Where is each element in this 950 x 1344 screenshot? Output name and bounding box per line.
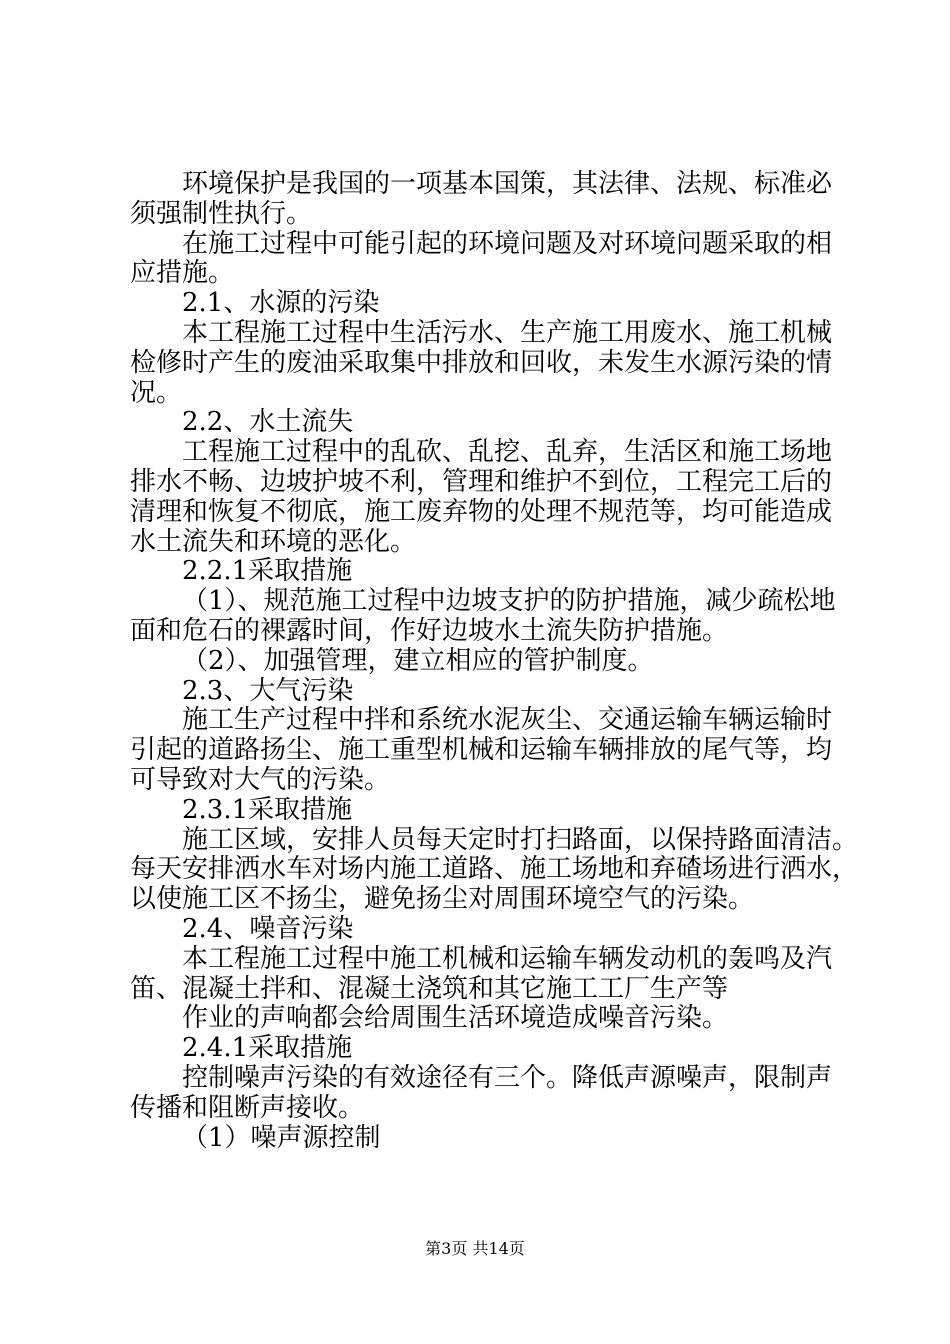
paragraph-line: 环境保护是我国的一项基本国策，其法律、法规、标准必 [182,169,833,199]
paragraph-line: 控制噪声污染的有效途径有三个。降低声源噪声，限制声 [182,1062,833,1093]
section-heading: 2.2、水土流失 [182,407,354,438]
paragraph-line: 面和危石的裸露时间，作好边坡水土流失防护措施。 [130,615,729,646]
paragraph-line: （1）、规范施工过程中边坡支护的防护措施，减少疏松地 [182,586,836,617]
paragraph-line: 排水不畅、边坡护坡不利，管理和维护不到位，工程完工后的 [130,466,833,497]
paragraph-line: 施工生产过程中拌和系统水泥灰尘、交通运输车辆运输时 [182,705,833,736]
paragraph-line: 水土流失和环境的恶化。 [130,526,417,557]
section-heading: 2.3.1采取措施 [182,794,353,825]
paragraph-line: 况。 [130,377,183,408]
paragraph-line: 工程施工过程中的乱砍、乱挖、乱弃，生活区和施工场地 [182,437,833,468]
document-body [130,169,859,1153]
section-heading: 2.1、水源的污染 [182,288,380,319]
paragraph-line: （1）噪声源控制 [182,1122,381,1153]
paragraph-line: 可导致对大气的污染。 [130,764,391,795]
paragraph-line: 检修时产生的废油采取集中排放和回收，未发生水源污染的情 [130,347,833,378]
paragraph-line: 引起的道路扬尘、施工重型机械和运输车辆排放的尾气等，均 [130,735,833,766]
section-heading: 2.4.1采取措施 [182,1033,353,1064]
section-heading: 2.2.1采取措施 [182,556,353,587]
paragraph-line: 作业的声响都会给周围生活环境造成噪音污染。 [182,1003,729,1034]
paragraph-line: 本工程施工过程中生活污水、生产施工用废水、施工机械 [182,317,833,348]
paragraph-line: 施工区域，安排人员每天定时打扫路面，以保持路面清洁。 [182,824,859,855]
paragraph-line: 应措施。 [130,258,235,289]
paragraph-line: 须强制性执行。 [130,198,313,229]
section-heading: 2.4、噪音污染 [182,913,354,944]
paragraph-line: 本工程施工过程中施工机械和运输车辆发动机的轰鸣及汽 [182,943,833,974]
section-heading: 2.3、大气污染 [182,675,354,706]
paragraph-line: （2）、加强管理，建立相应的管护制度。 [182,645,654,676]
paragraph-line: 清理和恢复不彻底，施工废弃物的处理不规范等，均可能造成 [130,496,833,527]
paragraph-line: 每天安排洒水车对场内施工道路、施工场地和弃碴场进行洒水， [130,854,859,885]
page-number-footer: 第3页 共14页 [425,1239,525,1258]
paragraph-line: 传播和阻断声接收。 [130,1092,365,1123]
paragraph-line: 以使施工区不扬尘，避免扬尘对周围环境空气的污染。 [130,884,755,915]
paragraph-line: 在施工过程中可能引起的环境问题及对环境问题采取的相 [182,228,833,259]
paragraph-line: 笛、混凝土拌和、混凝土浇筑和其它施工工厂生产等 [130,973,729,1004]
